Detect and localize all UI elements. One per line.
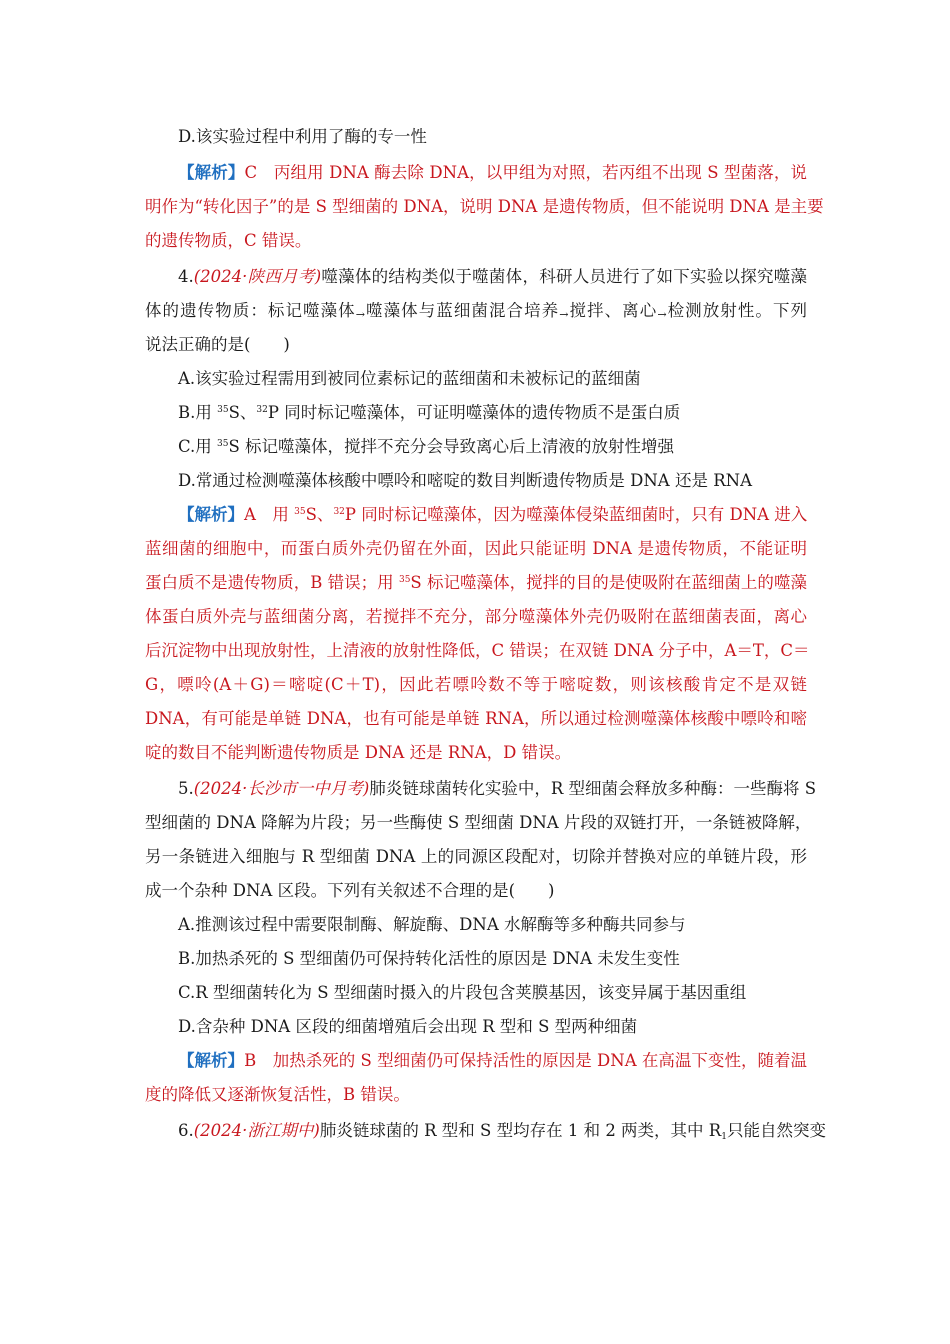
q3-analysis-line-3: 的遗传物质，C 错误。	[145, 231, 312, 250]
question-source: (2024·陕西月考)	[193, 267, 322, 286]
question-source: (2024·长沙市一中月考)	[193, 779, 370, 798]
q3-analysis-line-2: 明作为“转化因子”的是 S 型细菌的 DNA，说明 DNA 是遗传物质，但不能说明 DNA 是主要	[145, 197, 824, 216]
q5-analysis-line-1: 【解析】B 加热杀死的 S 型细菌仍可保持活性的原因是 DNA 在高温下变性，随着温	[178, 1051, 807, 1070]
q4-option-d: D.常通过检测噬藻体核酸中嘌呤和嘧啶的数目判断遗传物质是 DNA 还是 RNA	[178, 471, 752, 490]
q4-option-a: A.该实验过程需用到被同位素标记的蓝细菌和未被标记的蓝细菌	[178, 369, 641, 388]
q3-option-d: D.该实验过程中利用了酶的专一性	[178, 127, 427, 146]
question-source: (2024·浙江期中)	[193, 1121, 320, 1140]
question-number: 6.	[178, 1121, 194, 1140]
analysis-label: 【解析】	[178, 163, 245, 182]
arrow-icon: →	[657, 308, 667, 321]
document-page	[145, 120, 826, 1148]
q4-analysis-line-3: 蛋白质不是遗传物质，B 错误；用 $^{35}$S 标记噬藻体，搅拌的目的是使吸附在蓝细菌上的噬藻	[145, 573, 807, 592]
q5-stem-line-1: 5.(2024·长沙市一中月考)肺炎链球菌转化实验中，R 型细菌会释放多种酶：一些酶将 S	[178, 779, 817, 798]
analysis-label: 【解析】	[178, 505, 244, 524]
q3-analysis-line-1: 【解析】C 丙组用 DNA 酶去除 DNA，以甲组为对照，若丙组不出现 S 型菌落，说	[178, 163, 808, 182]
arrow-icon: →	[355, 308, 365, 321]
q4-analysis-line-2: 蓝细菌的细胞中，而蛋白质外壳仍留在外面，因此只能证明 DNA 是遗传物质，不能证明	[145, 539, 807, 558]
q4-analysis-line-5: 后沉淀物中出现放射性，上清液的放射性降低，C 错误；在双链 DNA 分子中，A＝T，C＝	[145, 641, 810, 660]
q6-stem-line-1: 6.(2024·浙江期中)肺炎链球菌的 R 型和 S 型均存在 1 和 2 两类，其中 $R_1$只能自然突变	[178, 1121, 826, 1142]
q5-analysis-line-2: 度的降低又逐渐恢复活性，B 错误。	[145, 1085, 410, 1104]
q4-analysis-line-6: G，嘌呤(A＋G)＝嘧啶(C＋T)，因此若嘌呤数不等于嘧啶数，则该核酸肯定不是双链	[145, 675, 807, 694]
q5-stem-line-4: 成一个杂种 DNA 区段。下列有关叙述不合理的是( )	[145, 881, 555, 900]
question-number: 4.	[178, 267, 194, 286]
q4-analysis-line-7: DNA，有可能是单链 DNA，也有可能是单链 RNA，所以通过检测噬藻体核酸中嘌呤和嘧	[145, 709, 807, 728]
question-number: 5.	[178, 779, 194, 798]
q4-option-b: B.用 $^{35}$S、$^{32}$P 同时标记噬藻体，可证明噬藻体的遗传物质不是蛋白质	[178, 403, 681, 422]
q4-analysis-line-4: 体蛋白质外壳与蓝细菌分离，若搅拌不充分，部分噬藻体外壳仍吸附在蓝细菌表面，离心	[145, 607, 807, 626]
analysis-label: 【解析】	[178, 1051, 245, 1070]
q5-stem-line-3: 另一条链进入细胞与 R 型细菌 DNA 上的同源区段配对，切除并替换对应的单链片段，形	[145, 847, 807, 866]
q4-analysis-line-1: 【解析】A 用 $^{35}$S、$^{32}$P 同时标记噬藻体，因为噬藻体侵染蓝细菌时，只有 DNA 进入	[178, 505, 808, 524]
q5-option-b: B.加热杀死的 S 型细菌仍可保持转化活性的原因是 DNA 未发生变性	[178, 949, 680, 968]
q5-option-d: D.含杂种 DNA 区段的细菌增殖后会出现 R 型和 S 型两种细菌	[178, 1017, 638, 1036]
q4-stem-line-1: 4.(2024·陕西月考)噬藻体的结构类似于噬菌体，科研人员进行了如下实验以探究噬藻	[178, 267, 807, 286]
q5-stem-line-2: 型细菌的 DNA 降解为片段；另一些酶使 S 型细菌 DNA 片段的双链打开，一条链被降解，	[145, 813, 812, 832]
arrow-icon: →	[559, 308, 569, 321]
q5-option-a: A.推测该过程中需要限制酶、解旋酶、DNA 水解酶等多种酶共同参与	[178, 915, 686, 934]
q5-option-c: C.R 型细菌转化为 S 型细菌时摄入的片段包含荚膜基因，该变异属于基因重组	[178, 983, 747, 1002]
q4-stem-line-3: 说法正确的是( )	[145, 335, 290, 354]
q4-analysis-line-8: 啶的数目不能判断遗传物质是 DNA 还是 RNA，D 错误。	[145, 743, 572, 762]
q4-option-c: C.用 $^{35}$S 标记噬藻体，搅拌不充分会导致离心后上清液的放射性增强	[178, 437, 675, 456]
q4-stem-line-2: 体的遗传物质：标记噬藻体→噬藻体与蓝细菌混合培养→搅拌、离心→检测放射性。下列	[145, 301, 808, 321]
